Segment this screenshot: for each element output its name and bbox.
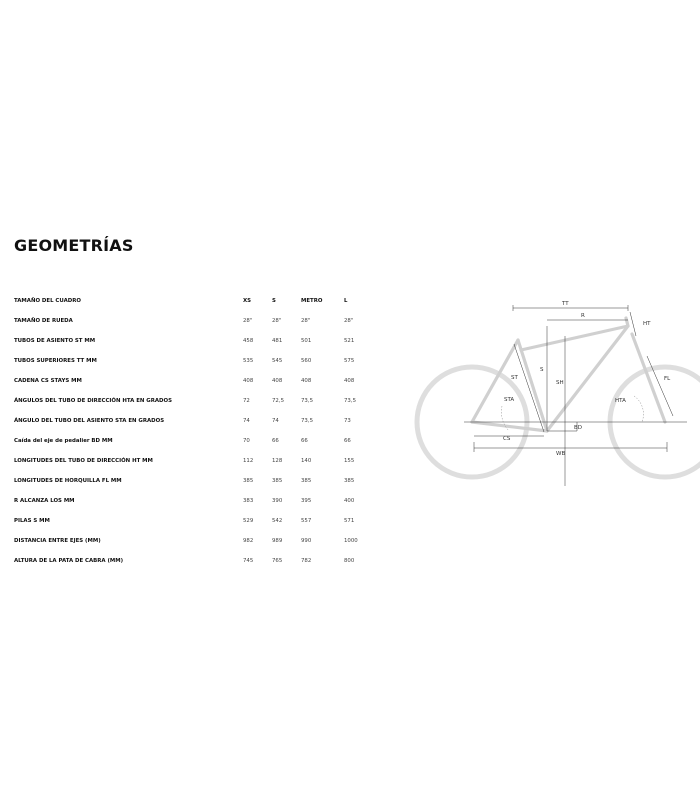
cell-value: 28": [243, 318, 253, 324]
cell-value: 545: [272, 358, 283, 364]
cell-value: 990: [301, 538, 312, 544]
bike-geometry-diagram: [402, 286, 700, 498]
cell-value: 989: [272, 538, 283, 544]
cell-value: 28": [301, 318, 311, 324]
cell-value: 529: [243, 518, 254, 524]
row-label: LONGITUDES DEL TUBO DE DIRECCIÓN HT MM: [14, 458, 153, 464]
label-tt: TT: [562, 301, 569, 307]
cell-value: 800: [344, 558, 355, 564]
cell-value: 982: [243, 538, 254, 544]
table-row: [14, 551, 384, 571]
table-row: [14, 351, 384, 371]
page-title: GEOMETRÍAS: [14, 236, 134, 255]
header-frame-size: TAMAÑO DEL CUADRO: [14, 298, 81, 304]
cell-value: 458: [243, 338, 254, 344]
cell-value: 73: [344, 418, 351, 424]
row-label: R ALCANZA LOS MM: [14, 498, 75, 504]
cell-value: 385: [301, 478, 312, 484]
row-label: CADENA CS STAYS MM: [14, 378, 82, 384]
label-st: ST: [511, 375, 518, 381]
cell-value: 1000: [344, 538, 358, 544]
cell-value: 481: [272, 338, 283, 344]
cell-value: 501: [301, 338, 312, 344]
row-label: TUBOS DE ASIENTO ST MM: [14, 338, 96, 344]
cell-value: 542: [272, 518, 283, 524]
cell-value: 73,5: [301, 418, 314, 424]
cell-value: 765: [272, 558, 283, 564]
cell-value: 72,5: [272, 398, 285, 404]
cell-value: 383: [243, 498, 254, 504]
cell-value: 560: [301, 358, 312, 364]
cell-value: 66: [301, 438, 308, 444]
label-bd: BD: [574, 425, 583, 431]
header-m: METRO: [301, 298, 323, 304]
cell-value: 400: [344, 498, 355, 504]
row-label: Caída del eje de pedalier BD MM: [14, 438, 113, 444]
cell-value: 408: [344, 378, 355, 384]
cell-value: 28": [344, 318, 354, 324]
table-row: [14, 431, 384, 451]
cell-value: 73,5: [344, 398, 357, 404]
cell-value: 571: [344, 518, 355, 524]
geometry-table: [14, 291, 384, 571]
header-s: S: [272, 298, 276, 304]
table-body: [14, 311, 384, 571]
row-label: DISTANCIA ENTRE EJES (MM): [14, 538, 101, 544]
cell-value: 72: [243, 398, 250, 404]
cell-value: 557: [301, 518, 312, 524]
table-row: [14, 511, 384, 531]
cell-value: 408: [301, 378, 312, 384]
cell-value: 28": [272, 318, 282, 324]
cell-value: 70: [243, 438, 250, 444]
table-row: [14, 391, 384, 411]
row-label: TUBOS SUPERIORES TT MM: [14, 358, 97, 364]
row-label: LONGITUDES DE HORQUILLA FL MM: [14, 478, 122, 484]
cell-value: 73,5: [301, 398, 314, 404]
cell-value: 140: [301, 458, 312, 464]
cell-value: 521: [344, 338, 355, 344]
table-row: [14, 411, 384, 431]
table-row: [14, 471, 384, 491]
cell-value: 535: [243, 358, 254, 364]
row-label: ÁNGULOS DEL TUBO DE DIRECCIÓN HTA EN GRADOS: [14, 398, 172, 404]
cell-value: 745: [243, 558, 254, 564]
header-l: L: [344, 298, 348, 304]
table-header-row: [14, 291, 384, 311]
cell-value: 408: [272, 378, 283, 384]
cell-value: 395: [301, 498, 312, 504]
table-row: [14, 331, 384, 351]
table-row: [14, 371, 384, 391]
label-cs: CS: [503, 436, 511, 442]
label-wb: WB: [556, 451, 566, 457]
label-sta: STA: [504, 397, 515, 403]
row-label: PILAS S MM: [14, 518, 50, 524]
cell-value: 385: [272, 478, 283, 484]
label-fl: FL: [664, 376, 671, 382]
label-sh: SH: [556, 380, 564, 386]
cell-value: 575: [344, 358, 355, 364]
cell-value: 74: [243, 418, 250, 424]
cell-value: 112: [243, 458, 254, 464]
cell-value: 128: [272, 458, 283, 464]
table-row: [14, 311, 384, 331]
cell-value: 408: [243, 378, 254, 384]
label-r: R: [581, 313, 585, 319]
table-row: [14, 531, 384, 551]
row-label: ALTURA DE LA PATA DE CABRA (MM): [14, 558, 124, 564]
label-s: S: [540, 367, 544, 373]
label-ht: HT: [643, 321, 651, 327]
cell-value: 385: [243, 478, 254, 484]
row-label: TAMAÑO DE RUEDA: [14, 318, 73, 324]
header-xs: XS: [243, 298, 252, 304]
cell-value: 390: [272, 498, 283, 504]
cell-value: 782: [301, 558, 312, 564]
cell-value: 385: [344, 478, 355, 484]
cell-value: 66: [344, 438, 351, 444]
table-row: [14, 491, 384, 511]
cell-value: 74: [272, 418, 279, 424]
label-hta: HTA: [615, 398, 626, 404]
table-row: [14, 451, 384, 471]
row-label: ÁNGULO DEL TUBO DEL ASIENTO STA EN GRADOS: [14, 418, 165, 424]
cell-value: 66: [272, 438, 279, 444]
cell-value: 155: [344, 458, 355, 464]
